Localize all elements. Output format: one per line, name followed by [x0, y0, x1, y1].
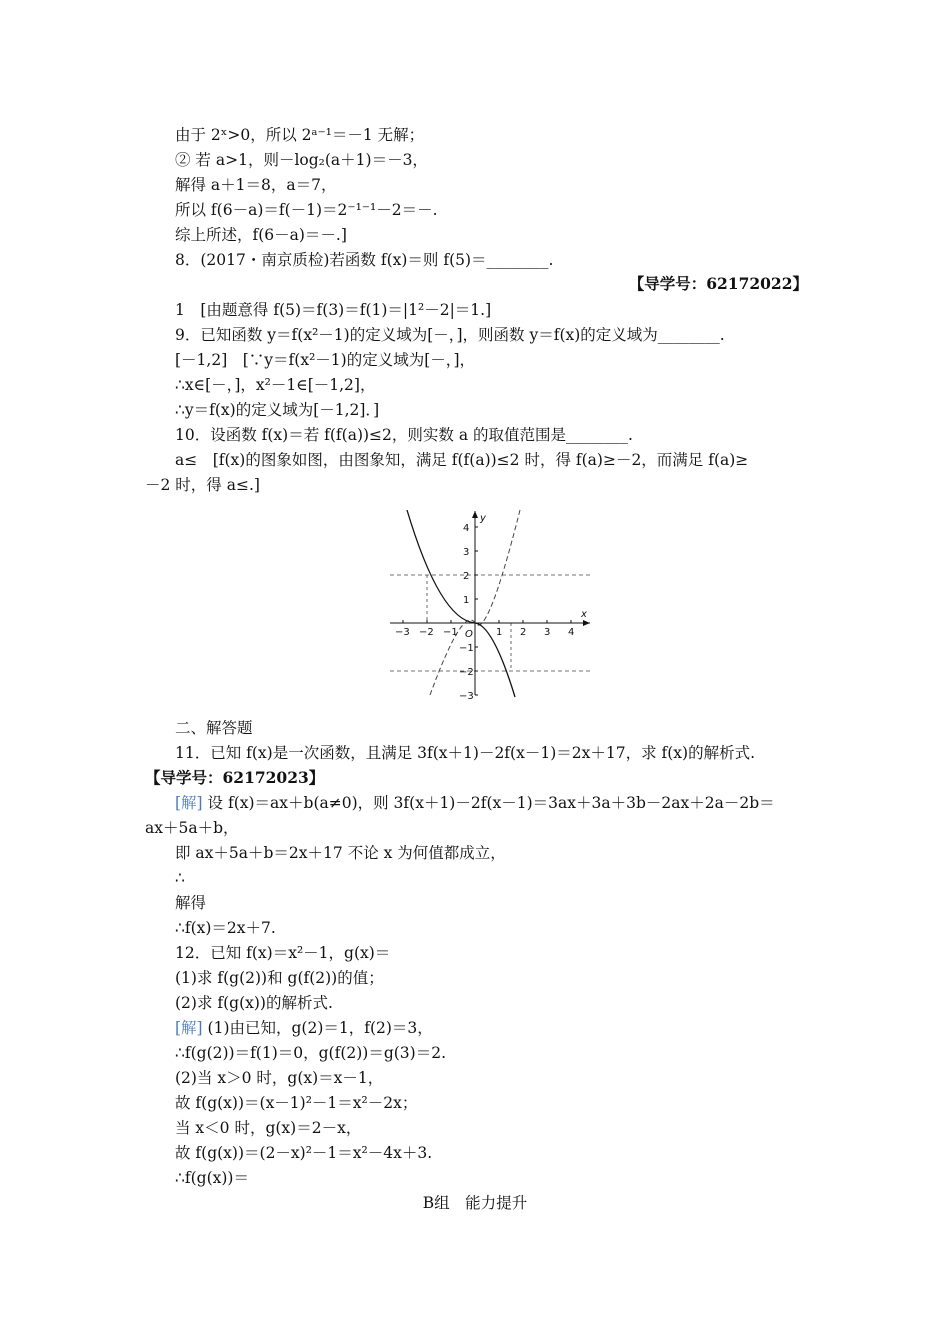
- solution-tag: [解]: [175, 1019, 203, 1037]
- text-line: －2 时，得 a≤.]: [145, 476, 260, 494]
- text-line: ∴f(g(2))＝f(1)＝0，g(f(2))＝g(3)＝2.: [175, 1044, 447, 1062]
- y-tick-label: 4: [463, 523, 470, 534]
- question-10: 10．设函数 f(x)＝若 f(f(a))≤2，则实数 a 的取值范围是________.: [175, 426, 633, 444]
- text-line: 即 ax＋5a＋b＝2x＋17 不论 x 为何值都成立，: [175, 844, 506, 862]
- function-graph: [385, 505, 595, 700]
- text-line: ∴: [175, 869, 185, 887]
- x-tick-label: −2: [419, 627, 434, 638]
- answer-10: a≤ [f(x)的图象如图，由图象知，满足 f(f(a))≤2 时，得 f(a)≥－2，而满足 f(a)≥: [175, 451, 749, 469]
- group-heading: B组 能力提升: [422, 1194, 528, 1212]
- solution-text: (1)由已知，g(2)＝1，f(2)＝3，: [207, 1019, 433, 1037]
- x-tick-label: 2: [520, 627, 527, 638]
- text-line: ② 若 a>1，则－log₂(a＋1)＝－3，: [175, 151, 428, 169]
- section-title: 二、解答题: [175, 719, 253, 737]
- y-tick-label: −2: [459, 667, 474, 678]
- text-line: (1)求 f(g(2))和 g(f(2))的值；: [175, 969, 384, 987]
- y-axis-label: y: [480, 513, 486, 524]
- question-12: 12．已知 f(x)＝x²－1，g(x)＝: [175, 944, 391, 962]
- answer-9: [－1,2] [∵y＝f(x²－1)的定义域为[－，]，: [175, 351, 476, 369]
- text-line: 解得 a＋1＝8，a＝7，: [175, 176, 337, 194]
- solution-11-line: [175, 793, 775, 813]
- x-axis-label: x: [581, 609, 587, 620]
- question-8: 8．(2017・南京质检)若函数 f(x)＝则 f(5)＝________.: [175, 251, 554, 269]
- x-tick-label: 1: [496, 627, 503, 638]
- x-tick-label: 4: [568, 627, 575, 638]
- text-line: 故 f(g(x))＝(2－x)²－1＝x²－4x＋3.: [175, 1144, 433, 1162]
- y-tick-label: 2: [463, 571, 470, 582]
- solution-12-line: [175, 1018, 433, 1038]
- solution-tag: [解]: [175, 794, 203, 812]
- text-line: ∴f(x)＝2x＋7.: [175, 919, 276, 937]
- x-tick-label: −1: [443, 627, 458, 638]
- guide-code: 【导学号：62172022】: [628, 274, 808, 293]
- text-line: 由于 2ˣ>0，所以 2ᵃ⁻¹＝－1 无解；: [175, 126, 425, 144]
- question-9: 9．已知函数 y＝f(x²－1)的定义域为[－，]，则函数 y＝f(x)的定义域为________.: [175, 326, 725, 344]
- question-11: 11．已知 f(x)是一次函数，且满足 3f(x＋1)－2f(x－1)＝2x＋17，求 f(x)的解析式.: [175, 744, 755, 762]
- solution-text: 设 f(x)＝ax＋b(a≠0)，则 3f(x＋1)－2f(x－1)＝3ax＋3a＋3b－2ax＋2a－2b＝: [207, 794, 775, 812]
- text-line: ∴f(g(x))＝: [175, 1169, 249, 1187]
- text-line: 解得: [175, 894, 207, 912]
- y-tick-label: 1: [463, 595, 470, 606]
- x-tick-label: 3: [544, 627, 551, 638]
- text-line: 当 x＜0 时，g(x)＝2－x，: [175, 1119, 362, 1137]
- text-line: ax＋5a＋b，: [145, 819, 239, 837]
- guide-code: 【导学号：62172023】: [145, 768, 325, 787]
- y-tick-label: 3: [463, 547, 470, 558]
- text-line: (2)当 x＞0 时，g(x)＝x－1，: [175, 1069, 384, 1087]
- text-line: 所以 f(6－a)＝f(－1)＝2⁻¹⁻¹－2＝－.: [175, 201, 438, 219]
- text-line: ∴x∈[－，]，x²－1∈[－1,2]，: [175, 376, 376, 394]
- origin-label: O: [465, 629, 473, 640]
- text-line: (2)求 f(g(x))的解析式.: [175, 994, 333, 1012]
- x-tick-label: −3: [395, 627, 410, 638]
- text-line: 综上所述，f(6－a)＝－.]: [175, 226, 347, 244]
- text-line: ∴y＝f(x)的定义域为[－1,2]．]: [175, 401, 380, 419]
- y-tick-label: −1: [459, 643, 474, 654]
- text-line: 故 f(g(x))＝(x－1)²－1＝x²－2x；: [175, 1094, 418, 1112]
- answer-8: 1 [由题意得 f(5)＝f(3)＝f(1)＝|1²－2|＝1.]: [175, 301, 492, 319]
- y-tick-label: −3: [459, 691, 474, 700]
